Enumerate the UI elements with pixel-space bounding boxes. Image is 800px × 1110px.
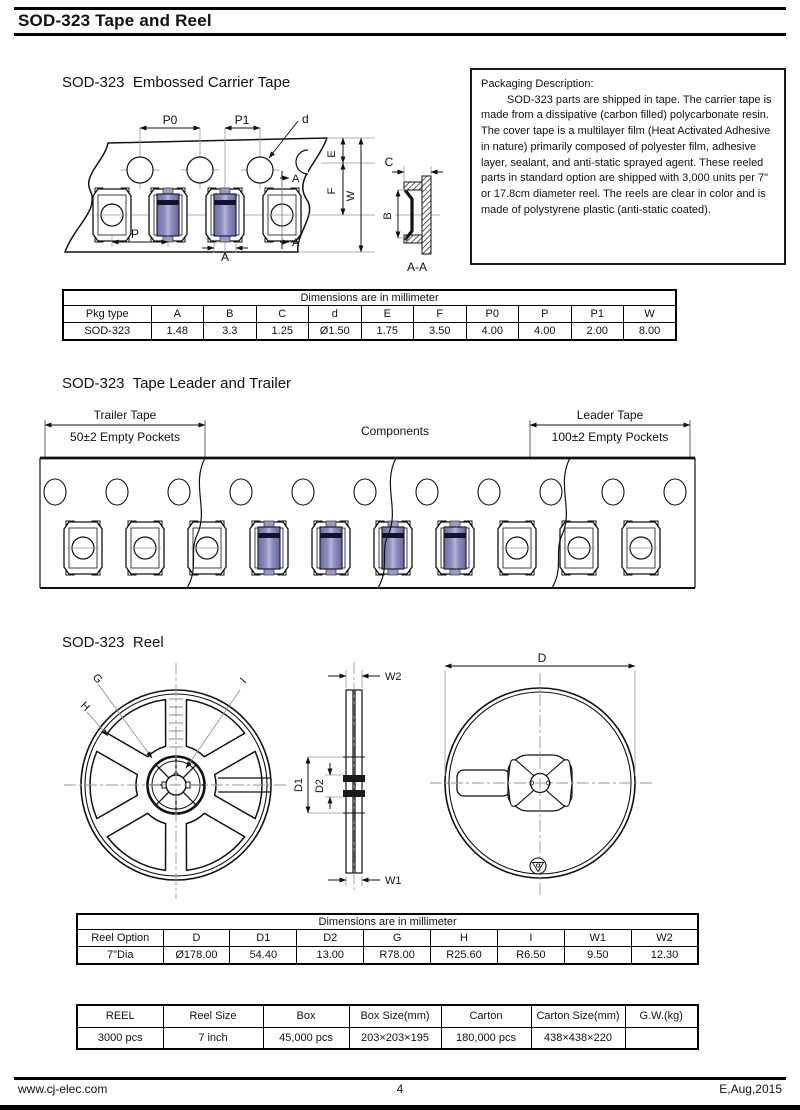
cell: 3.3 xyxy=(204,323,257,341)
col-header: E xyxy=(361,306,414,323)
footer-website: www.cj-elec.com xyxy=(18,1082,108,1096)
cell: 8.00 xyxy=(624,323,677,341)
packaging-body: SOD-323 parts are shipped in tape. The carrier tape is made from a dissipative (carbon filled) polycarbonate resin. The cover tape is a multilayer film (Heat Activated Adhesive in nature) primarily composed of polyester film, adhesive layer, sealant, and anti-static sprayed agent. These reeled parts in standard option are shipped with 3,000 units per 7" or 17.8cm diameter reel. The reels are clear in color and is made of polystyrene plastic (anti-static coated). xyxy=(481,93,772,216)
empty-pocket xyxy=(64,521,102,575)
trailer-note: 50±2 Empty Pockets xyxy=(70,430,180,444)
cell: SOD-323 xyxy=(63,323,151,341)
col-header: Reel Option xyxy=(77,930,163,947)
cell: R6.50 xyxy=(497,947,564,965)
col-header: D xyxy=(163,930,230,947)
col-header: H xyxy=(431,930,498,947)
cell: 1.48 xyxy=(151,323,204,341)
table-caption: Dimensions are in millimeter xyxy=(63,290,676,306)
dim-d2: D2 xyxy=(314,778,326,794)
dim-g: G xyxy=(89,671,105,687)
footer-page-number: 4 xyxy=(396,1082,404,1096)
leader-section-title: SOD-323 Tape Leader and Trailer xyxy=(62,375,292,392)
dim-w2: W2 xyxy=(385,671,402,683)
cell: Ø178.00 xyxy=(163,947,230,965)
col-header: P0 xyxy=(466,306,519,323)
col-header: D1 xyxy=(230,930,297,947)
components-label: Components xyxy=(360,424,430,438)
filled-pocket xyxy=(149,188,187,242)
col-header: Reel Size xyxy=(163,1005,263,1027)
shipping-table xyxy=(76,1004,699,1050)
col-header: W2 xyxy=(631,930,698,947)
dim-a-width: A xyxy=(220,250,230,264)
reel-side-view xyxy=(293,662,402,890)
col-header: P1 xyxy=(571,306,624,323)
cell: 13.00 xyxy=(297,947,364,965)
dim-d-cap: D xyxy=(537,651,547,665)
col-header: Pkg type xyxy=(63,306,151,323)
reel-section-title: SOD-323 Reel xyxy=(62,634,164,651)
cell: 7 inch xyxy=(163,1027,263,1049)
carrier-dimensions-table xyxy=(62,289,677,341)
col-header: B xyxy=(204,306,257,323)
empty-pocket xyxy=(126,521,164,575)
col-header: W1 xyxy=(564,930,631,947)
section-aa-label: A-A xyxy=(406,260,428,274)
reel-back-view xyxy=(430,651,652,895)
filled-pocket xyxy=(250,521,288,575)
col-header: I xyxy=(497,930,564,947)
col-header: D2 xyxy=(297,930,364,947)
dim-p: P xyxy=(130,227,140,241)
carrier-section-title: SOD-323 Embossed Carrier Tape xyxy=(62,74,291,91)
col-header: P xyxy=(519,306,572,323)
cell: 1.75 xyxy=(361,323,414,341)
cell: 3.50 xyxy=(414,323,467,341)
cell: 3000 pcs xyxy=(77,1027,163,1049)
dim-w1: W1 xyxy=(385,875,402,887)
filled-pocket xyxy=(436,521,474,575)
hub-band xyxy=(343,775,365,782)
section-a-top: A xyxy=(292,173,300,185)
reel-front-view xyxy=(64,663,288,899)
carrier-tape-drawing xyxy=(55,95,475,290)
col-header: C xyxy=(256,306,309,323)
filled-pocket xyxy=(312,521,350,575)
hub-band xyxy=(343,790,365,797)
footer-revision: E,Aug,2015 xyxy=(719,1082,782,1096)
leader-note: 100±2 Empty Pockets xyxy=(551,430,669,444)
filled-pocket xyxy=(374,521,412,575)
reel-dimensions-table xyxy=(76,913,699,965)
col-header: Box xyxy=(263,1005,349,1027)
table-caption: Dimensions are in millimeter xyxy=(77,914,698,930)
page-title: SOD-323 Tape and Reel xyxy=(18,11,212,30)
col-header: W xyxy=(624,306,677,323)
cell: Ø1.50 xyxy=(309,323,362,341)
cell: 54.40 xyxy=(230,947,297,965)
col-header: d xyxy=(309,306,362,323)
packaging-heading: Packaging Description: xyxy=(481,78,594,90)
cell: 180,000 pcs xyxy=(441,1027,531,1049)
cell: 1.25 xyxy=(256,323,309,341)
col-header: F xyxy=(414,306,467,323)
cell xyxy=(625,1027,698,1049)
empty-pocket xyxy=(560,521,598,575)
header-bottom-rule xyxy=(14,33,786,36)
col-header: Carton Size(mm) xyxy=(531,1005,625,1027)
cell: R25.60 xyxy=(431,947,498,965)
col-header: G.W.(kg) xyxy=(625,1005,698,1027)
leader-tape-label: Leader Tape xyxy=(576,408,644,422)
dim-p0: P0 xyxy=(162,113,178,127)
cell: 2.00 xyxy=(571,323,624,341)
cell: 4.00 xyxy=(519,323,572,341)
empty-pocket xyxy=(498,521,536,575)
cell: 4.00 xyxy=(466,323,519,341)
col-header: Carton xyxy=(441,1005,531,1027)
reel-drawing xyxy=(40,648,760,906)
col-header: Box Size(mm) xyxy=(349,1005,441,1027)
cell: 438×438×220 xyxy=(531,1027,625,1049)
footer-rule xyxy=(14,1077,786,1080)
leader-trailer-drawing xyxy=(30,400,730,600)
cell: 45,000 pcs xyxy=(263,1027,349,1049)
cell: 12.30 xyxy=(631,947,698,965)
cell: 203×203×195 xyxy=(349,1027,441,1049)
dim-i: I xyxy=(238,675,250,686)
dim-b: B xyxy=(382,212,394,220)
page-bottom-edge xyxy=(0,1105,800,1110)
filled-pocket xyxy=(206,188,244,242)
header-top-rule xyxy=(14,7,786,10)
trailer-tape-label: Trailer Tape xyxy=(93,408,157,422)
dim-d1: D1 xyxy=(293,777,305,793)
empty-pocket xyxy=(93,188,131,242)
section-a-bottom: A xyxy=(292,237,300,249)
dim-f: F xyxy=(326,187,338,195)
dim-c: C xyxy=(384,155,394,169)
dim-h: H xyxy=(77,699,92,714)
cell: R78.00 xyxy=(364,947,431,965)
col-header: REEL xyxy=(77,1005,163,1027)
col-header: A xyxy=(151,306,204,323)
cell: 9.50 xyxy=(564,947,631,965)
dim-w: W xyxy=(345,190,357,202)
dim-e: E xyxy=(326,150,338,158)
section-aa-view xyxy=(382,155,443,274)
dim-p1: P1 xyxy=(234,113,250,127)
packaging-description-box xyxy=(470,68,786,265)
col-header: G xyxy=(364,930,431,947)
cell: 7"Dia xyxy=(77,947,163,965)
empty-pocket xyxy=(622,521,660,575)
dim-d: d xyxy=(302,112,309,126)
